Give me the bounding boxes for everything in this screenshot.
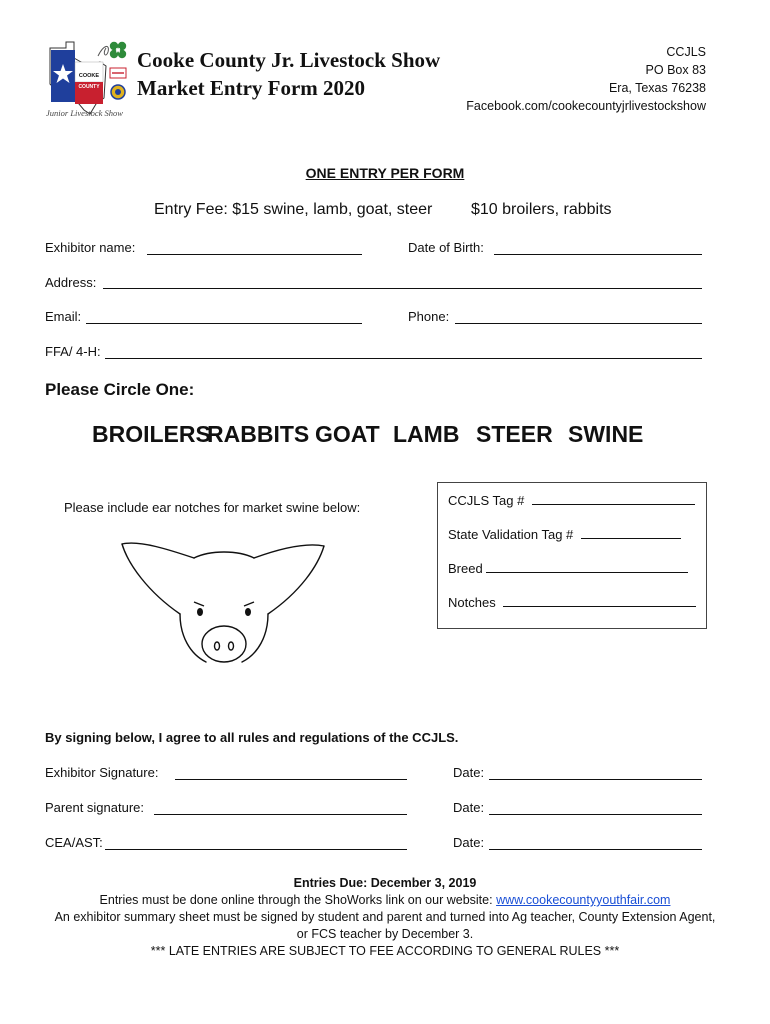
species-swine[interactable]: SWINE [568,421,644,447]
logo-text-cooke: COOKE [78,73,100,79]
species-broilers[interactable]: BROILERS [92,421,211,447]
species-goat[interactable]: GOAT [315,421,380,447]
online-entry-text: Entries must be done online through the ShoWorks link on our website: [99,893,497,907]
species-steer[interactable]: STEER [476,421,553,447]
entry-fee-small: $10 broilers, rabbits [471,201,612,218]
exhibitor-name-field[interactable] [147,254,362,255]
state-tag-label: State Validation Tag # [448,527,574,542]
breed-label: Breed [448,561,483,576]
parent-signature-field[interactable] [154,814,407,815]
exhibitor-date-label: Date: [453,765,485,780]
ccjls-tag-label: CCJLS Tag # [448,493,525,508]
parent-signature-label: Parent signature: [45,800,145,815]
dob-field[interactable] [494,254,702,255]
ffa-4h-label: FFA/ 4-H: [45,344,101,359]
parent-date-field[interactable] [489,814,702,815]
email-field[interactable] [86,323,362,324]
org-address [466,43,706,115]
pig-face-icon [118,536,328,676]
summary-sheet-note-1: An exhibitor summary sheet must be signed by student and parent and turned into Ag teacher, County Extension Agent, [54,910,716,924]
late-entries-warning: *** LATE ENTRIES ARE SUBJECT TO FEE ACCORDING TO GENERAL RULES *** [150,944,620,958]
circle-one-heading: Please Circle One: [45,380,195,399]
entry-fee-large: Entry Fee: $15 swine, lamb, goat, steer [154,201,433,218]
agreement-statement: By signing below, I agree to all rules and regulations of the CCJLS. [45,730,459,745]
exhibitor-signature-label: Exhibitor Signature: [45,765,159,780]
address-field[interactable] [103,288,702,289]
facebook-link: Facebook.com/cookecountyjrlivestockshow [466,99,706,113]
svg-text:H: H [115,48,121,55]
phone-field[interactable] [455,323,702,324]
entries-due: Entries Due: December 3, 2019 [293,876,477,890]
exhibitor-date-field[interactable] [489,779,702,780]
email-label: Email: [45,309,82,324]
tag-info-box [437,482,707,629]
po-box: PO Box 83 [645,63,706,77]
logo-text-county: COUNTY [78,84,100,90]
breed-field[interactable] [486,560,688,573]
cea-ast-field[interactable] [105,849,407,850]
pig-face-drawing[interactable] [118,536,328,676]
city-state-zip: Era, Texas 76238 [608,81,706,95]
notches-field[interactable] [503,594,696,607]
ear-notches-instruction: Please include ear notches for market swine below: [64,500,361,515]
notches-label: Notches [448,595,496,610]
species-rabbits[interactable]: RABBITS [207,421,310,447]
exhibitor-name-label: Exhibitor name: [45,240,136,255]
ccjls-tag-field[interactable] [532,492,695,505]
state-tag-field[interactable] [581,526,681,539]
cea-date-label: Date: [453,835,485,850]
form-title-line1: Cooke County Jr. Livestock Show [137,48,441,72]
fourh-clover-icon [110,42,126,58]
phone-label: Phone: [408,309,450,324]
exhibitor-signature-field[interactable] [175,779,407,780]
dob-label: Date of Birth: [408,240,484,255]
address-label: Address: [45,275,97,290]
summary-sheet-note-2: or FCS teacher by December 3. [296,927,474,941]
cea-date-field[interactable] [489,849,702,850]
ffa-emblem-icon [111,85,125,99]
cea-ast-label: CEA/AST: [45,835,103,850]
species-lamb[interactable]: LAMB [393,421,460,447]
org-name: CCJLS [666,45,706,59]
form-title-line2: Market Entry Form 2020 [137,76,366,100]
parent-date-label: Date: [453,800,485,815]
website-link[interactable]: www.cookecountyyouthfair.com [496,893,671,907]
footer-notes [0,875,770,960]
logo-script-text: Junior Livestock Show [46,108,123,118]
online-entry-note [0,892,770,909]
one-entry-heading: ONE ENTRY PER FORM [305,165,465,181]
ffa-4h-field[interactable] [105,358,702,359]
